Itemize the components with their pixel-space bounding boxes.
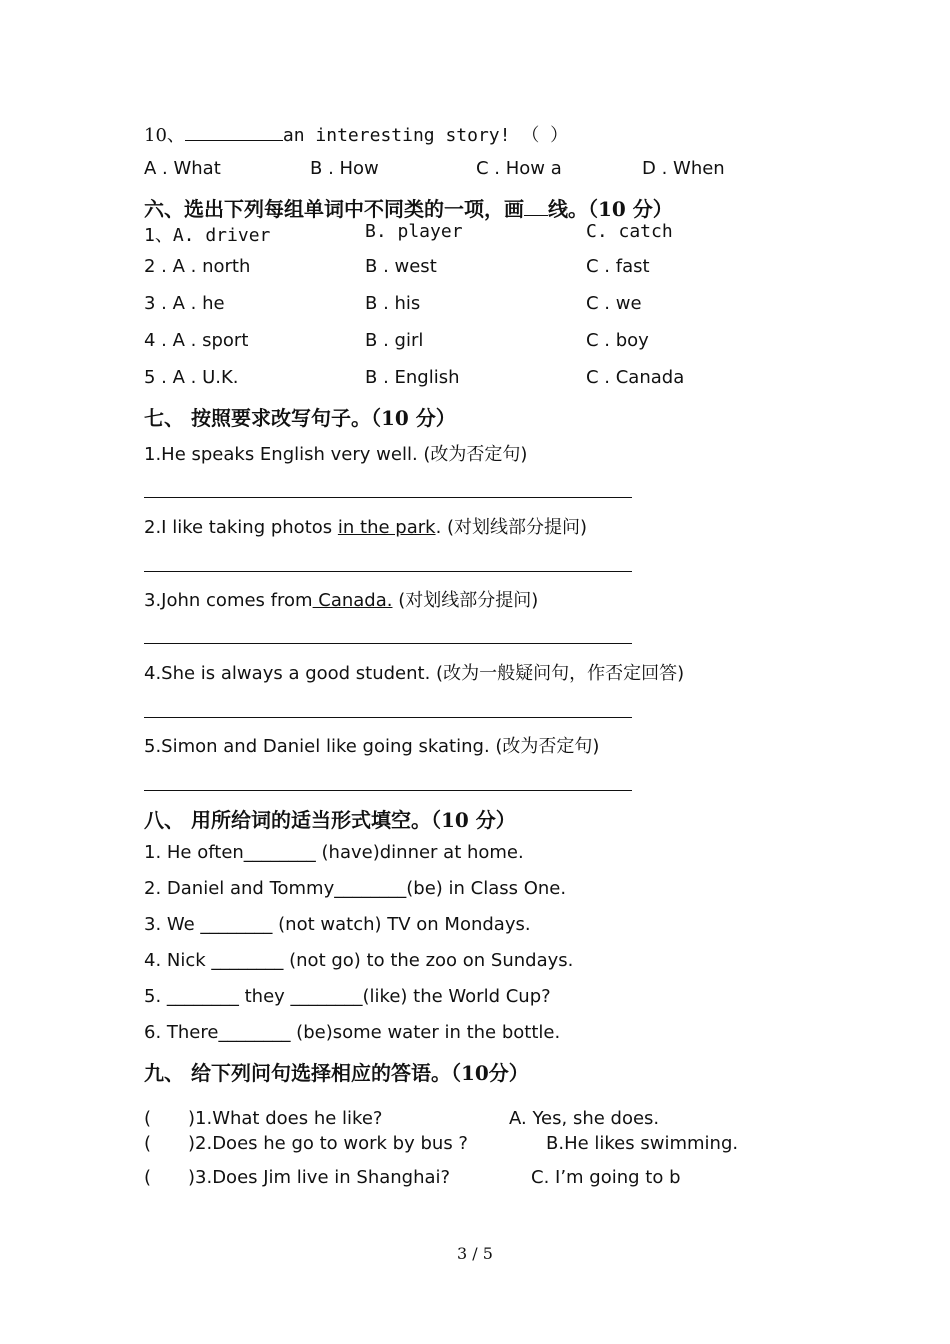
s7-q1: 1.He speaks English very well. (改为否定句) bbox=[144, 444, 528, 465]
s9-q3-paren[interactable]: ( bbox=[144, 1167, 152, 1188]
s9-q3: )3.Does Jim live in Shanghai? bbox=[188, 1167, 451, 1188]
s6-row2-a[interactable]: 2 . A . north bbox=[144, 256, 251, 277]
s7-q1-answer-line[interactable] bbox=[144, 497, 632, 498]
s7-q2 bbox=[144, 513, 587, 539]
section-9-title: 九、 给下列问句选择相应的答语。（10分） bbox=[144, 1061, 529, 1085]
s9-answer-a: A. Yes, she does. bbox=[509, 1108, 660, 1129]
s6-row1-b[interactable]: B. player bbox=[365, 221, 463, 242]
s7-q2-underlined: in the park bbox=[337, 517, 436, 538]
section-6-title bbox=[144, 193, 673, 222]
s6-row5-b[interactable]: B . English bbox=[365, 367, 460, 388]
s6-row1-c[interactable]: C. catch bbox=[586, 221, 673, 242]
s6-row4-b[interactable]: B . girl bbox=[365, 330, 424, 351]
section-6-title-text: 六、选出下列每组单词中不同类的一项，画 bbox=[144, 197, 524, 221]
s7-q4-answer-line[interactable] bbox=[144, 717, 632, 718]
s8-q5[interactable]: 5. ________ they ________(like) the World Cup? bbox=[144, 986, 551, 1007]
q10-option-c[interactable]: C . How a bbox=[476, 158, 562, 179]
q10-option-b[interactable]: B . How bbox=[310, 158, 379, 179]
s6-row2-c[interactable]: C . fast bbox=[586, 256, 650, 277]
s7-q3-underlined: Canada. bbox=[312, 590, 393, 611]
s6-row2-b[interactable]: B . west bbox=[365, 256, 437, 277]
section-7-title: 七、 按照要求改写句子。（10 分） bbox=[144, 406, 456, 430]
q10-stem-line bbox=[144, 121, 568, 147]
q10-option-a[interactable]: A . What bbox=[144, 158, 221, 179]
s9-answer-b: B.He likes swimming. bbox=[546, 1133, 739, 1154]
q10-stem: an interesting story! （ ） bbox=[282, 125, 569, 146]
s7-q3-answer-line[interactable] bbox=[144, 643, 632, 644]
s8-q2[interactable]: 2. Daniel and Tommy________(be) in Class One. bbox=[144, 878, 567, 899]
s7-q3-instruction: (对划线部分提问) bbox=[392, 590, 539, 611]
s6-row4-a[interactable]: 4 . A . sport bbox=[144, 330, 249, 351]
s7-q4: 4.She is always a good student. (改为一般疑问句，作否定回答) bbox=[144, 663, 685, 684]
s9-q1-paren[interactable]: ( bbox=[144, 1108, 152, 1129]
s6-row3-c[interactable]: C . we bbox=[586, 293, 642, 314]
s6-row3-a[interactable]: 3 . A . he bbox=[144, 293, 225, 314]
s9-q2: )2.Does he go to work by bus ? bbox=[188, 1133, 468, 1154]
s7-q5-answer-line[interactable] bbox=[144, 790, 632, 791]
page-number: 3 / 5 bbox=[457, 1244, 493, 1263]
s7-q2-instruction: . (对划线部分提问) bbox=[435, 517, 588, 538]
section-8-title: 八、 用所给词的适当形式填空。（10 分） bbox=[144, 808, 516, 832]
s9-q2-paren[interactable]: ( bbox=[144, 1133, 152, 1154]
s8-q6[interactable]: 6. There________ (be)some water in the bottle. bbox=[144, 1022, 561, 1043]
s8-q1[interactable]: 1. He often________ (have)dinner at home. bbox=[144, 842, 524, 863]
q10-option-d[interactable]: D . When bbox=[642, 158, 725, 179]
s6-row5-a[interactable]: 5 . A . U.K. bbox=[144, 367, 239, 388]
s6-row1-a[interactable]: 1、A. driver bbox=[144, 225, 271, 246]
s8-q3[interactable]: 3. We ________ (not watch) TV on Mondays. bbox=[144, 914, 531, 935]
s8-q4[interactable]: 4. Nick ________ (not go) to the zoo on Sundays. bbox=[144, 950, 574, 971]
section-6-title-blank bbox=[524, 215, 548, 216]
s6-row4-c[interactable]: C . boy bbox=[586, 330, 649, 351]
s9-q1: )1.What does he like? bbox=[188, 1108, 383, 1129]
s7-q3 bbox=[144, 586, 538, 612]
section-6-title-end: 线。（10 分） bbox=[548, 197, 673, 221]
s9-answer-c: C. I’m going to b bbox=[531, 1167, 681, 1188]
s7-q2-text: 2.I like taking photos bbox=[144, 517, 338, 538]
s6-row3-b[interactable]: B . his bbox=[365, 293, 421, 314]
s7-q2-answer-line[interactable] bbox=[144, 571, 632, 572]
s6-row5-c[interactable]: C . Canada bbox=[586, 367, 685, 388]
s7-q5: 5.Simon and Daniel like going skating. (改为否定句) bbox=[144, 736, 600, 757]
q10-number: 10、 bbox=[144, 125, 185, 146]
q10-blank[interactable] bbox=[185, 140, 283, 141]
s7-q3-text: 3.John comes from bbox=[144, 590, 313, 611]
